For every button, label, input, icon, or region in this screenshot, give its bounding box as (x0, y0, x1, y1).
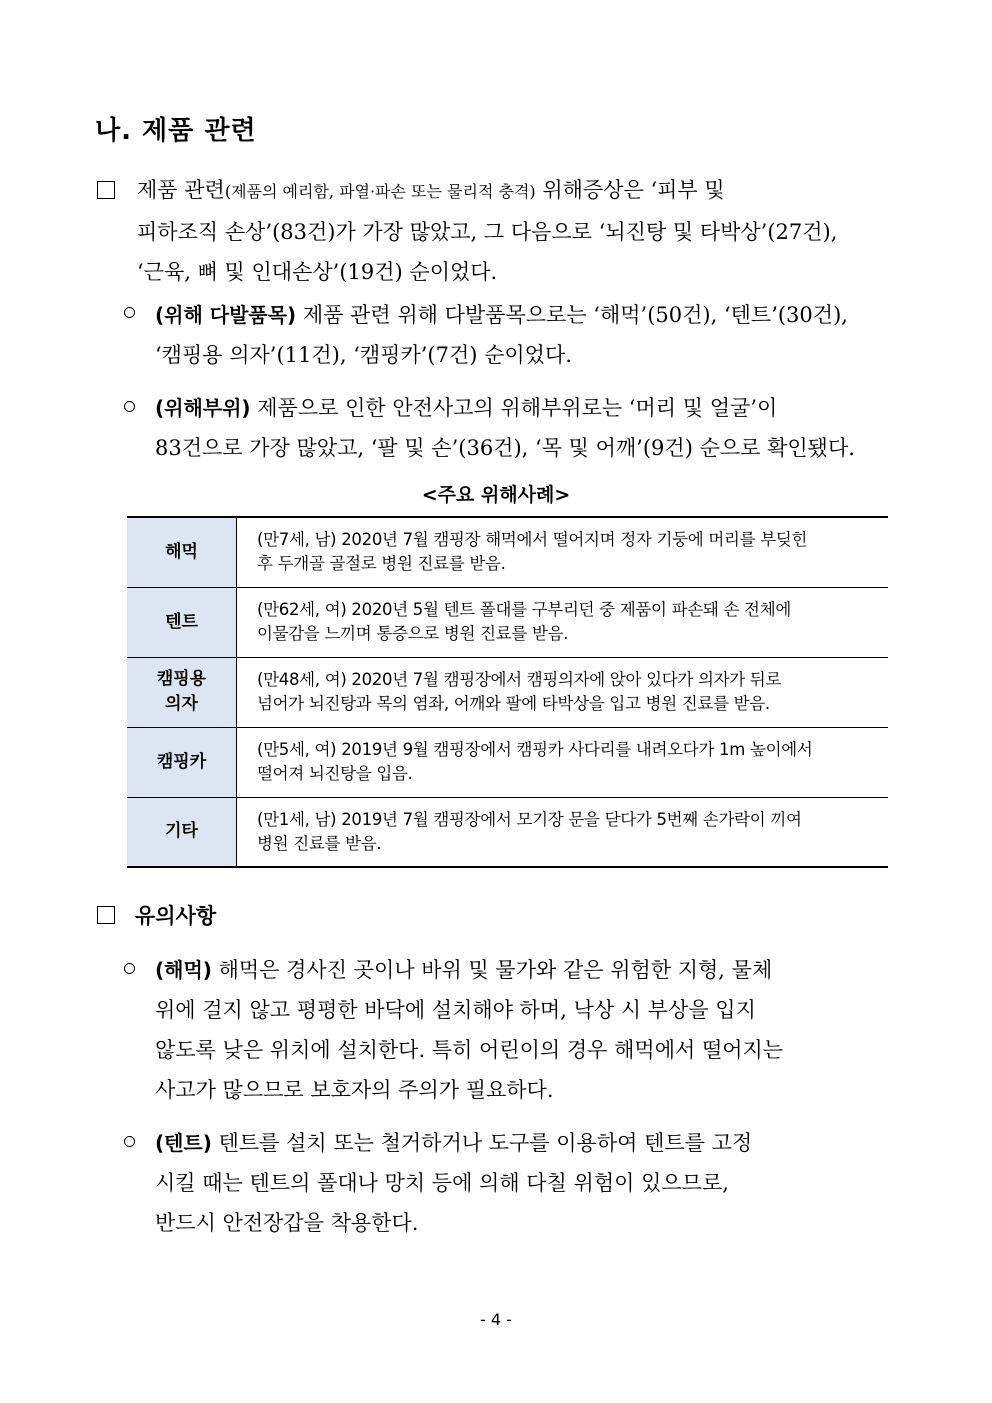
row-description (237, 657, 889, 727)
precaution-line-1 (155, 1123, 897, 1163)
row-description-line: 후 두개골 골절로 병원 진료를 받음. (257, 554, 506, 574)
precaution-label: (해먹) (155, 958, 212, 982)
row-label: 기타 (127, 797, 237, 867)
bullet-item (155, 295, 897, 375)
circle-bullet-icon (124, 963, 135, 974)
row-description-line: 넘어가 뇌진탕과 목의 염좌, 어깨와 팔에 타박상을 입고 병원 진료를 받음. (257, 694, 770, 713)
section-heading: 나. 제품 관련 (95, 116, 257, 146)
table-row (127, 517, 888, 587)
precaution-text: 텐트를 설치 또는 철거하거나 도구를 이용하여 텐트를 고정 (218, 1131, 753, 1155)
row-description-line: (만1세, 남) 2019년 7월 캠핑장에서 모기장 문을 닫다가 5번째 손가락이 끼여 (257, 809, 802, 829)
row-label: 캠핑용 의자 (127, 657, 237, 727)
row-description-line: 이물감을 느끼며 통증으로 병원 진료를 받음. (257, 624, 569, 643)
row-description-line: 떨어져 뇌진탕을 입음. (257, 764, 413, 783)
intro-line-3: ‘근육, 뼈 및 인대손상’(19건) 순이었다. (137, 260, 498, 284)
row-description (237, 727, 889, 797)
precaution-item (155, 1123, 897, 1243)
row-description (237, 517, 889, 587)
checkbox-square-icon (97, 181, 115, 199)
bullet-text: 제품으로 인한 안전사고의 위해부위로는 ‘머리 및 얼굴’이 (257, 396, 778, 420)
precaution-line-2: 시킬 때는 텐트의 폴대나 망치 등에 의해 다칠 위험이 있으므로, (155, 1171, 729, 1195)
row-label: 텐트 (127, 587, 237, 657)
injury-cases-table (127, 516, 888, 868)
bullet-line-2: 83건으로 가장 많았고, ‘팔 및 손’(36건), ‘목 및 어깨’(9건) 순으로 확인됐다. (155, 436, 855, 460)
row-description-line: (만48세, 여) 2020년 7월 캠핑장에서 캠핑의자에 앉아 있다가 의자가 뒤로 (257, 670, 782, 689)
bullet-label: (위해부위) (155, 396, 251, 420)
row-description-line: 병원 진료를 받음. (257, 833, 382, 853)
table-row (127, 587, 888, 657)
precaution-text: 해먹은 경사진 곳이나 바위 및 물가와 같은 위험한 지형, 물체 (218, 958, 773, 982)
intro-lead: 제품 관련 (137, 178, 225, 202)
row-description-line: (만62세, 여) 2020년 5월 텐트 폴대를 구부리던 중 제품이 파손돼 손 전체에 (257, 600, 791, 619)
precaution-label: (텐트) (155, 1131, 212, 1155)
bullet-line-2: ‘캠핑용 의자’(11건), ‘캠핑카’(7건) 순이었다. (155, 343, 572, 367)
table-row (127, 657, 888, 727)
bullet-item (155, 388, 897, 468)
precaution-line-4: 사고가 많으므로 보호자의 주의가 필요하다. (155, 1078, 554, 1102)
row-description (237, 587, 889, 657)
precautions-heading: 유의사항 (135, 904, 217, 928)
checkbox-square-icon (97, 906, 115, 924)
bullet-text: 제품 관련 위해 다발품목으로는 ‘해먹’(50건), ‘텐트’(30건), (302, 303, 848, 327)
circle-bullet-icon (124, 1136, 135, 1147)
circle-bullet-icon (124, 401, 135, 412)
precaution-line-1 (155, 950, 897, 990)
row-description (237, 797, 889, 867)
precaution-line-3: 반드시 안전장갑을 착용한다. (155, 1211, 419, 1235)
intro-line1-rest: 위해증상은 ‘피부 및 (542, 178, 725, 202)
table-row (127, 797, 888, 867)
bullet-line-1 (155, 388, 897, 428)
page-number: - 4 - (480, 1310, 512, 1329)
row-label: 캠핑카 (127, 727, 237, 797)
intro-paren: (제품의 예리함, 파열·파손 또는 물리적 충격) (224, 182, 536, 201)
intro-line-1 (137, 170, 897, 212)
bullet-line-1 (155, 295, 897, 335)
intro-paragraph (137, 170, 897, 292)
bullet-label: (위해 다발품목) (155, 303, 297, 327)
intro-line-2: 피하조직 손상’(83건)가 가장 많았고, 그 다음으로 ‘뇌진탕 및 타박상’(27건), (137, 220, 838, 244)
row-label: 해먹 (127, 517, 237, 587)
row-description-line: (만5세, 여) 2019년 9월 캠핑장에서 캠핑카 사다리를 내려오다가 1m 높이에서 (257, 740, 813, 759)
precaution-item (155, 950, 897, 1110)
precaution-line-2: 위에 걸지 않고 평평한 바닥에 설치해야 하며, 낙상 시 부상을 입지 (155, 998, 756, 1022)
table-row (127, 727, 888, 797)
circle-bullet-icon (124, 307, 135, 318)
table-caption: <주요 위해사례> (421, 484, 571, 506)
row-description-line: (만7세, 남) 2020년 7월 캠핑장 해먹에서 떨어지며 정자 기둥에 머리를 부딪힌 (257, 530, 808, 550)
precaution-line-3: 않도록 낮은 위치에 설치한다. 특히 어린이의 경우 해먹에서 떨어지는 (155, 1038, 784, 1062)
